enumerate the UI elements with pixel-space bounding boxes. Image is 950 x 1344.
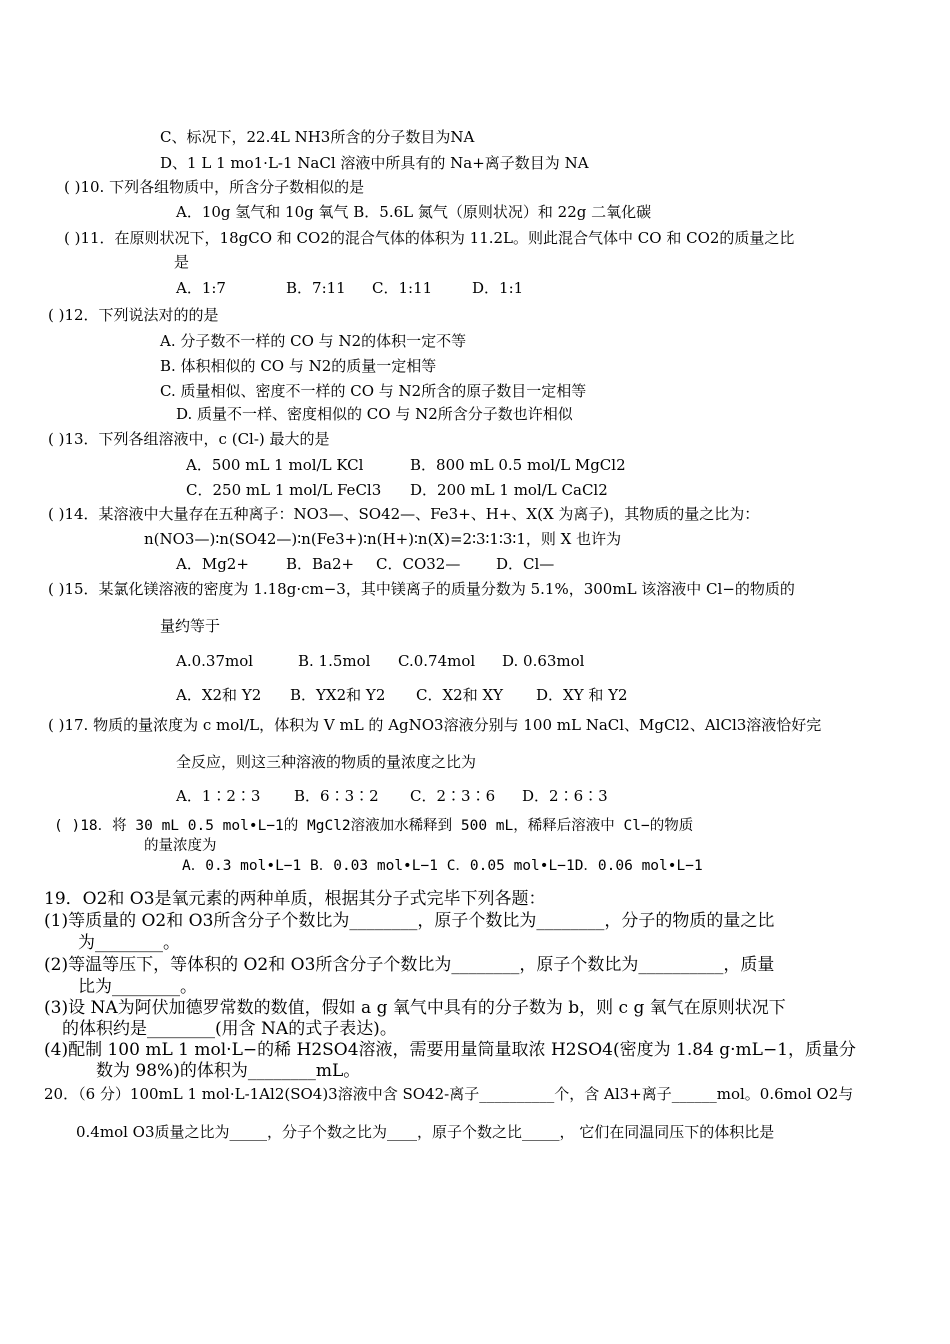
q14-ratio: n(NO3—)∶n(SO42—)∶n(Fe3+)∶n(H+)∶n(X)=2∶3∶1∶3∶1，则 X 也许为 <box>144 530 622 548</box>
q18-stem: ( )18．将 30 mL 0.5 mol•L−1的 MgCl2溶液加水稀释到 500 mL，稀释后溶液中 Cl−的物质 <box>54 818 694 834</box>
q9-option-c: C、标况下，22.4L NH3所含的分子数目为NA <box>160 128 475 146</box>
q14-option-c: C．CO32— <box>376 555 461 573</box>
q11-option-c: C．1:11 <box>372 279 433 297</box>
q16-option-c: C．X2和 XY <box>416 686 504 704</box>
q17-option-a: A．1∶2∶3 <box>176 787 261 805</box>
q18-options: A．0.3 mol•L−1 B．0.03 mol•L−1 C．0.05 mol•L−1D．0.06 mol•L−1 <box>182 858 703 874</box>
q19-stem: 19．O2和 O3是氧元素的两种单质，根据其分子式完毕下列各题： <box>44 889 546 909</box>
q12-option-d: D. 质量不一样、密度相似的 CO 与 N2所含分子数也许相似 <box>176 405 573 423</box>
q12-option-b: B. 体积相似的 CO 与 N2的质量一定相等 <box>160 357 437 375</box>
q17-option-c: C．2∶3∶6 <box>410 787 496 805</box>
q11-stem: ( )11．在原则状况下，18gCO 和 CO2的混合气体的体积为 11.2L。则此混合气体中 CO 和 CO2的质量之比 <box>64 229 795 247</box>
q17-stem-cont: 全反应，则这三种溶液的物质的量浓度之比为 <box>176 753 477 771</box>
q15-option-a: A.0.37mol <box>176 652 254 670</box>
q12-stem: ( )12．下列说法对的的是 <box>48 306 219 324</box>
q16-option-a: A．X2和 Y2 <box>176 686 262 704</box>
q18-stem-cont: 的量浓度为 <box>144 838 217 854</box>
q13-option-d: D．200 mL 1 mol/L CaCl2 <box>410 481 608 499</box>
q15-stem-cont: 量约等于 <box>160 617 221 635</box>
q19-part3-cont: 的体积约是________(用含 NA的式子表达)。 <box>62 1019 397 1039</box>
q11-option-a: A．1:7 <box>176 279 226 297</box>
q14-option-b: B．Ba2+ <box>286 555 355 573</box>
q14-option-d: D．Cl— <box>496 555 555 573</box>
q15-option-b: B. 1.5mol <box>298 652 371 670</box>
q19-part1: (1)等质量的 O2和 O3所含分子个数比为________，原子个数比为________，分子的物质的量之比 <box>44 911 775 931</box>
q19-part1-cont: 为________。 <box>78 933 180 953</box>
q15-option-d: D. 0.63mol <box>502 652 585 670</box>
q20-stem-cont: 0.4mol O3质量之比为_____，分子个数之比为____，原子个数之比_____， 它们在同温同压下的体积比是 <box>76 1123 775 1141</box>
q11-option-d: D．1:1 <box>472 279 524 297</box>
q11-stem-cont: 是 <box>174 253 190 271</box>
q10-stem: ( )10. 下列各组物质中，所含分子数相似的是 <box>64 178 365 196</box>
q15-option-c: C.0.74mol <box>398 652 476 670</box>
q15-stem: ( )15．某氯化镁溶液的密度为 1.18g·cm−3，其中镁离子的质量分数为 5.1%，300mL 该溶液中 Cl−的物质的 <box>48 580 795 598</box>
q16-option-b: B．YX2和 Y2 <box>290 686 386 704</box>
q14-stem: ( )14．某溶液中大量存在五种离子：NO3—、SO42—、Fe3+、H+、X(X 为离子)，其物质的量之比为： <box>48 505 760 523</box>
q19-part4-cont: 数为 98%)的体积为________mL。 <box>96 1061 361 1081</box>
q10-options: A．10g 氢气和 10g 氧气 B．5.6L 氮气（原则状况）和 22g 二氧化碳 <box>176 203 652 221</box>
q19-part2: (2)等温等压下，等体积的 O2和 O3所含分子个数比为________，原子个数比为__________，质量 <box>44 955 775 975</box>
q12-option-c: C. 质量相似、密度不一样的 CO 与 N2所含的原子数目一定相等 <box>160 382 587 400</box>
q20-stem: 20．（6 分）100mL 1 mol·L-1Al2(SO4)3溶液中含 SO42-离子__________个，含 Al3+离子______mol。0.6mol O2与 <box>44 1085 854 1103</box>
q17-option-b: B．6∶3∶2 <box>294 787 379 805</box>
q16-option-d: D．XY 和 Y2 <box>536 686 628 704</box>
q13-option-c: C．250 mL 1 mol/L FeCl3 <box>186 481 382 499</box>
q13-option-b: B．800 mL 0.5 mol/L MgCl2 <box>410 456 626 474</box>
q14-option-a: A．Mg2+ <box>176 555 249 573</box>
q13-stem: ( )13．下列各组溶液中，c (Cl-) 最大的是 <box>48 430 330 448</box>
q19-part4: (4)配制 100 mL 1 mol·L−的稀 H2SO4溶液，需要用量筒量取浓 H2SO4(密度为 1.84 g·mL−1，质量分 <box>44 1040 857 1060</box>
q9-option-d: D、1 L 1 mo1·L-1 NaCl 溶液中所具有的 Na+离子数目为 NA <box>160 154 589 172</box>
q17-option-d: D．2∶6∶3 <box>522 787 608 805</box>
q11-option-b: B．7:11 <box>286 279 346 297</box>
q13-option-a: A．500 mL 1 mol/L KCl <box>186 456 364 474</box>
q19-part2-cont: 比为________。 <box>78 977 197 997</box>
q17-stem: ( )17. 物质的量浓度为 c mol/L，体积为 V mL 的 AgNO3溶液分别与 100 mL NaCl、MgCl2、AlCl3溶液恰好完 <box>48 716 822 734</box>
q19-part3: (3)设 NA为阿伏加德罗常数的数值，假如 a g 氧气中具有的分子数为 b，则 c g 氧气在原则状况下 <box>44 998 786 1018</box>
q12-option-a: A. 分子数不一样的 CO 与 N2的体积一定不等 <box>160 332 467 350</box>
